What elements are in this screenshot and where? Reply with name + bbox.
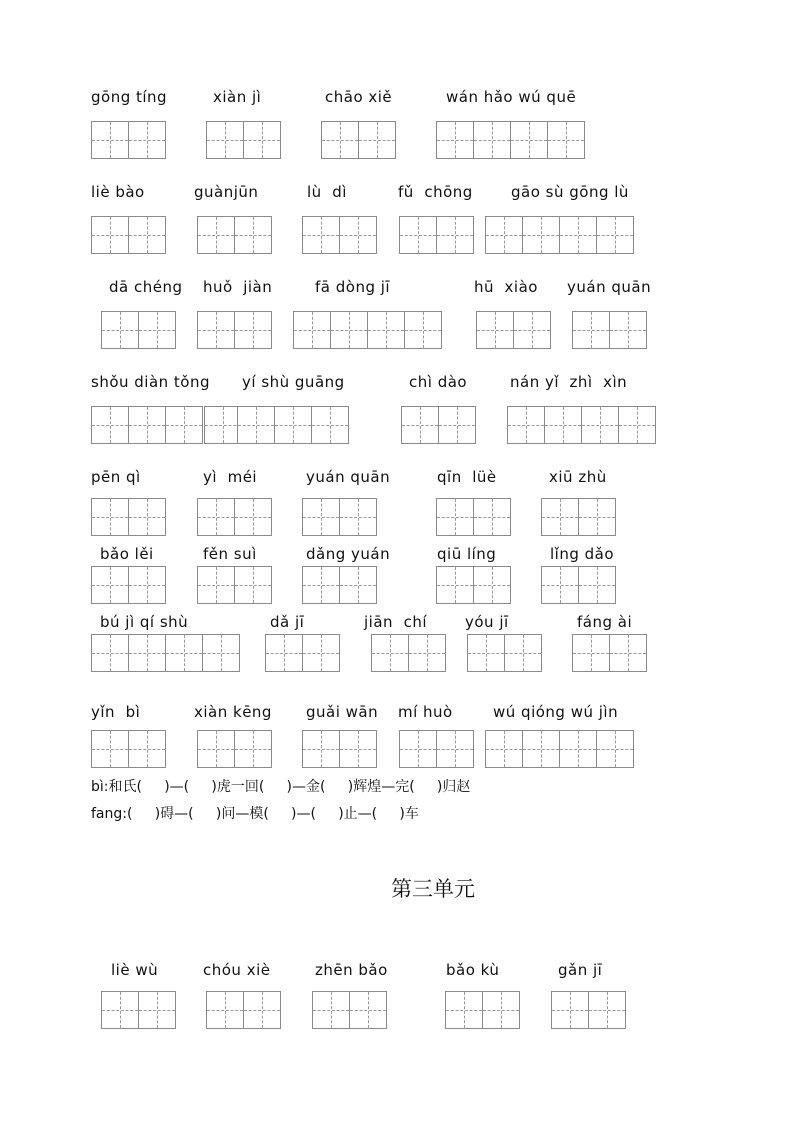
- writing-grid[interactable]: [436, 121, 585, 159]
- section-title: 第三单元: [391, 877, 475, 901]
- pinyin-label: xiàn kēng: [194, 703, 272, 721]
- writing-grid[interactable]: [91, 730, 166, 768]
- pinyin-label: yuán quān: [567, 278, 652, 296]
- writing-grid[interactable]: [206, 121, 281, 159]
- pinyin-label: guǎi wān: [306, 703, 379, 721]
- writing-grid[interactable]: [91, 216, 166, 254]
- pinyin-label: fáng ài: [577, 613, 633, 631]
- fill-in-line-bi[interactable]: bì:和氏( )—( )虎一回( )—金( )辉煌—完( )归赵: [91, 779, 471, 795]
- writing-grid[interactable]: [101, 311, 176, 349]
- writing-grid[interactable]: [485, 730, 634, 768]
- writing-grid[interactable]: [91, 406, 242, 444]
- writing-grid[interactable]: [572, 634, 647, 672]
- writing-grid[interactable]: [476, 311, 551, 349]
- writing-grid[interactable]: [399, 730, 474, 768]
- writing-grid[interactable]: [302, 730, 377, 768]
- writing-grid[interactable]: [541, 498, 616, 536]
- writing-grid[interactable]: [293, 311, 442, 349]
- pinyin-label: guànjūn: [194, 183, 259, 201]
- pinyin-label: chì dào: [409, 373, 468, 391]
- pinyin-label: jiān chí: [364, 613, 427, 631]
- pinyin-label: wú qióng wú jìn: [493, 703, 619, 721]
- pinyin-label: dǎng yuán: [306, 545, 391, 563]
- pinyin-label: xiàn jì: [213, 88, 262, 106]
- writing-grid[interactable]: [91, 121, 166, 159]
- writing-grid[interactable]: [237, 406, 349, 444]
- pinyin-label: fǔ chōng: [398, 183, 473, 201]
- writing-grid[interactable]: [572, 311, 647, 349]
- writing-grid[interactable]: [197, 311, 272, 349]
- pinyin-label: yuán quān: [306, 468, 391, 486]
- pinyin-label: dǎ jī: [270, 613, 305, 631]
- pinyin-label: qīn lüè: [437, 468, 497, 486]
- writing-grid[interactable]: [401, 406, 476, 444]
- pinyin-label: zhēn bǎo: [315, 961, 388, 979]
- writing-grid[interactable]: [436, 566, 511, 604]
- pinyin-label: qiū líng: [437, 545, 497, 563]
- pinyin-label: bǎo lěi: [100, 545, 154, 563]
- writing-grid[interactable]: [265, 634, 340, 672]
- pinyin-label: wán hǎo wú quē: [446, 88, 577, 106]
- writing-grid[interactable]: [371, 634, 446, 672]
- pinyin-label: pēn qì: [91, 468, 141, 486]
- pinyin-label: bú jì qí shù: [100, 613, 189, 631]
- writing-grid[interactable]: [312, 991, 387, 1029]
- pinyin-label: lǐng dǎo: [550, 545, 615, 563]
- writing-grid[interactable]: [197, 216, 272, 254]
- pinyin-label: dā chéng: [109, 278, 183, 296]
- pinyin-label: lù dì: [307, 183, 347, 201]
- writing-grid[interactable]: [101, 991, 176, 1029]
- pinyin-label: yóu jī: [465, 613, 509, 631]
- writing-grid[interactable]: [197, 498, 272, 536]
- pinyin-label: yí shù guāng: [242, 373, 345, 391]
- writing-grid[interactable]: [302, 566, 377, 604]
- pinyin-label: fěn suì: [203, 545, 257, 563]
- pinyin-label: nán yǐ zhì xìn: [510, 373, 628, 391]
- pinyin-label: shǒu diàn tǒng: [91, 373, 211, 391]
- writing-grid[interactable]: [91, 566, 166, 604]
- fill-in-line-fang[interactable]: fang:( )碍—( )问—模( )—( )止—( )车: [91, 806, 419, 822]
- pinyin-label: gǎn jī: [558, 961, 603, 979]
- pinyin-label: huǒ jiàn: [203, 278, 273, 296]
- writing-grid[interactable]: [485, 216, 634, 254]
- pinyin-label: bǎo kù: [446, 961, 500, 979]
- pinyin-label: yì méi: [203, 468, 258, 486]
- pinyin-label: gāo sù gōng lù: [511, 183, 629, 201]
- pinyin-label: chāo xiě: [325, 88, 393, 106]
- writing-grid[interactable]: [541, 566, 616, 604]
- writing-grid[interactable]: [467, 634, 542, 672]
- writing-grid[interactable]: [436, 498, 511, 536]
- pinyin-label: hū xiào: [474, 278, 538, 296]
- writing-grid[interactable]: [206, 991, 281, 1029]
- pinyin-label: liè wù: [111, 961, 159, 979]
- pinyin-label: mí huò: [398, 703, 453, 721]
- writing-grid[interactable]: [507, 406, 656, 444]
- writing-grid[interactable]: [302, 216, 377, 254]
- writing-grid[interactable]: [91, 634, 240, 672]
- writing-grid[interactable]: [197, 566, 272, 604]
- pinyin-label: xiū zhù: [549, 468, 607, 486]
- writing-grid[interactable]: [302, 498, 377, 536]
- pinyin-label: gōng tíng: [91, 88, 168, 106]
- writing-grid[interactable]: [91, 498, 166, 536]
- writing-grid[interactable]: [321, 121, 396, 159]
- pinyin-label: chóu xiè: [203, 961, 271, 979]
- pinyin-label: fā dòng jī: [315, 278, 391, 296]
- pinyin-label: yǐn bì: [91, 703, 141, 721]
- writing-grid[interactable]: [197, 730, 272, 768]
- writing-grid[interactable]: [399, 216, 474, 254]
- writing-grid[interactable]: [445, 991, 520, 1029]
- pinyin-label: liè bào: [91, 183, 145, 201]
- writing-grid[interactable]: [551, 991, 626, 1029]
